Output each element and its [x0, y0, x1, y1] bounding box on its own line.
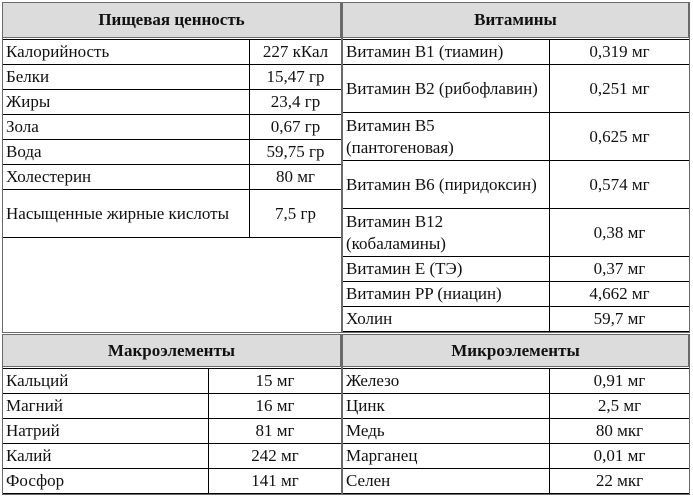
macro-title: Макроэлементы: [2, 334, 341, 367]
vitamin-name: Витамин B12 (кобаламины): [343, 209, 550, 257]
vitamin-value: 0,37 мг: [550, 257, 690, 282]
nutrient-value: 80 мг: [250, 165, 342, 190]
vitamin-name: Витамин E (ТЭ): [343, 257, 550, 282]
element-name: Железо: [343, 369, 550, 394]
vitamins-title: Витамины: [342, 2, 689, 38]
nutrient-name: Жиры: [3, 90, 250, 115]
table-row: [343, 113, 690, 161]
nutrient-name: Вода: [3, 140, 250, 165]
vitamins-panel: [342, 2, 689, 332]
nutrient-name: Зола: [3, 115, 250, 140]
vitamin-value: 59,7 мг: [550, 307, 690, 332]
table-row: [343, 419, 690, 444]
element-name: Натрий: [3, 419, 209, 444]
element-name: Калий: [3, 444, 209, 469]
table-row: [3, 90, 342, 115]
table-row: [3, 115, 342, 140]
vitamin-name: Витамин PP (ниацин): [343, 282, 550, 307]
nutrient-value: 15,47 гр: [250, 65, 342, 90]
table-row: [343, 469, 690, 494]
vitamin-value: 0,251 мг: [550, 65, 690, 113]
element-value: 80 мкг: [550, 419, 690, 444]
table-row: [343, 307, 690, 332]
nutrient-name: Насыщенные жирные кислоты: [3, 190, 250, 238]
nutrient-value: 7,5 гр: [250, 190, 342, 238]
element-value: 81 мг: [209, 419, 342, 444]
micro-table: [342, 368, 690, 494]
element-name: Марганец: [343, 444, 550, 469]
table-row: [3, 469, 342, 494]
table-row: [3, 394, 342, 419]
table-row: [3, 190, 342, 238]
nutrition-table: [2, 39, 342, 238]
nutrient-name: Калорийность: [3, 40, 250, 65]
vitamin-value: 0,625 мг: [550, 113, 690, 161]
table-row: [343, 394, 690, 419]
vitamin-value: 0,574 мг: [550, 161, 690, 209]
element-value: 242 мг: [209, 444, 342, 469]
nutrient-value: 0,67 гр: [250, 115, 342, 140]
element-name: Фосфор: [3, 469, 209, 494]
table-row: [343, 369, 690, 394]
table-row: [343, 65, 690, 113]
macro-panel: [2, 334, 341, 494]
element-name: Селен: [343, 469, 550, 494]
nutrient-name: Белки: [3, 65, 250, 90]
nutrient-name: Холестерин: [3, 165, 250, 190]
element-name: Медь: [343, 419, 550, 444]
vitamin-value: 4,662 мг: [550, 282, 690, 307]
vitamins-table: [342, 39, 690, 332]
vitamin-name: Холин: [343, 307, 550, 332]
table-row: [3, 444, 342, 469]
table-row: [3, 140, 342, 165]
table-row: [343, 40, 690, 65]
table-row: [3, 65, 342, 90]
table-row: [343, 209, 690, 257]
table-row: [3, 165, 342, 190]
vitamin-name: Витамин B1 (тиамин): [343, 40, 550, 65]
table-row: [3, 40, 342, 65]
nutrient-value: 23,4 гр: [250, 90, 342, 115]
table-row: [343, 282, 690, 307]
element-value: 22 мкг: [550, 469, 690, 494]
element-name: Магний: [3, 394, 209, 419]
table-row: [3, 369, 342, 394]
vitamin-value: 0,319 мг: [550, 40, 690, 65]
vitamin-value: 0,38 мг: [550, 209, 690, 257]
element-value: 2,5 мг: [550, 394, 690, 419]
nutrition-title: Пищевая ценность: [2, 2, 341, 38]
element-name: Кальций: [3, 369, 209, 394]
vitamin-name: Витамин B5 (пантогеновая): [343, 113, 550, 161]
element-name: Цинк: [343, 394, 550, 419]
table-row: [3, 419, 342, 444]
macro-table: [2, 368, 342, 494]
table-row: [343, 161, 690, 209]
vitamin-name: Витамин B6 (пиридоксин): [343, 161, 550, 209]
micro-title: Микроэлементы: [342, 334, 689, 367]
element-value: 0,91 мг: [550, 369, 690, 394]
nutrient-value: 59,75 гр: [250, 140, 342, 165]
vitamin-name: Витамин B2 (рибофлавин): [343, 65, 550, 113]
micro-panel: [342, 334, 689, 494]
element-value: 16 мг: [209, 394, 342, 419]
element-value: 141 мг: [209, 469, 342, 494]
table-row: [343, 444, 690, 469]
nutrient-value: 227 кКал: [250, 40, 342, 65]
table-row: [343, 257, 690, 282]
nutrition-panel: [2, 2, 341, 332]
element-value: 0,01 мг: [550, 444, 690, 469]
element-value: 15 мг: [209, 369, 342, 394]
